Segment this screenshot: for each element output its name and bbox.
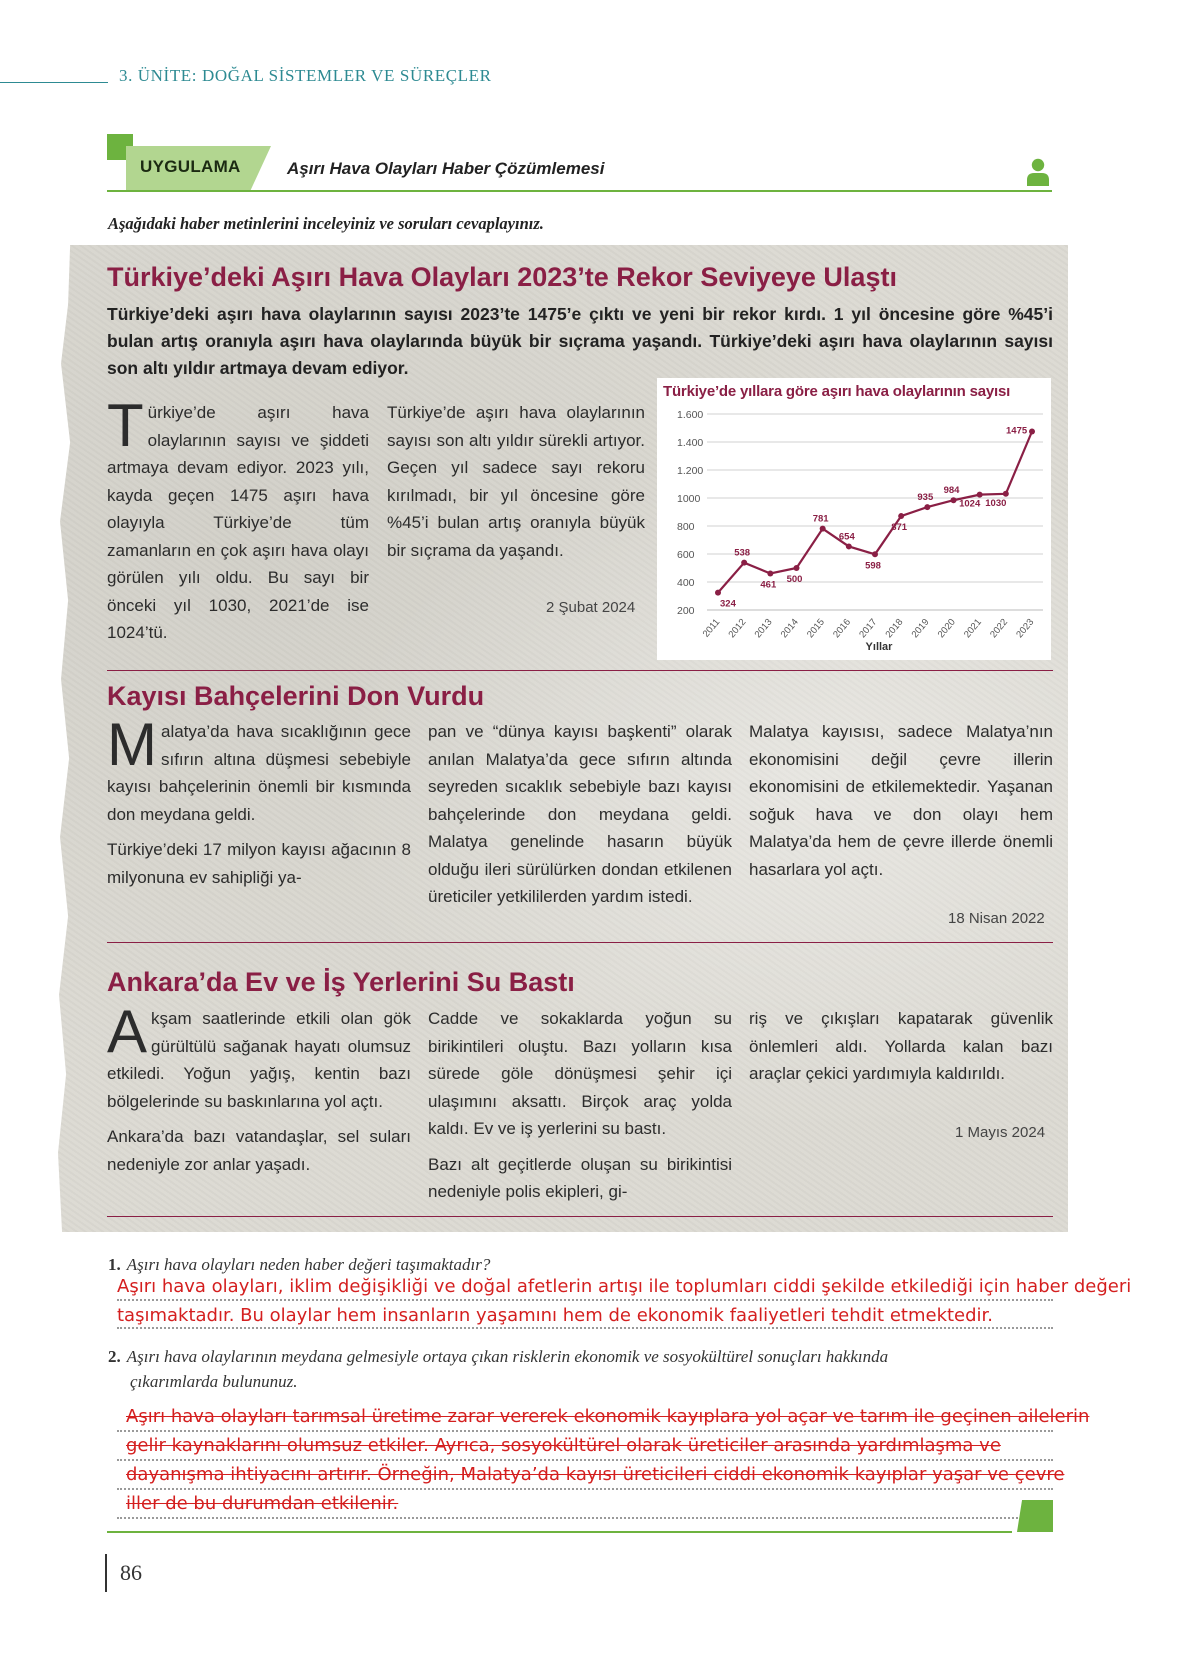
x-tick-label: 2020 [935,616,958,641]
article1-lead: Türkiye’deki aşırı hava olaylarının sayısı 2023’te 1475’e çıktı ve yeni bir rekor kırdı. 1 yıl öncesine göre %45’i bulan artış oranıyla aşırı hava olaylarında büyük bir sıçrama yaşandı. Türkiye’deki aşırı hava olaylarının sayısı son altı yıldır artmaya devam ediyor. [107,304,1053,378]
header-rule [0,82,108,83]
article2-col1 [107,711,411,899]
task-rule [107,190,1052,192]
data-label: 1024 [959,498,981,510]
article3-col2 [428,1005,732,1214]
data-label: 1475 [1006,425,1028,437]
footer-rule [107,1531,1012,1533]
y-tick-label: 200 [677,605,695,617]
x-tick-label: 2015 [804,616,827,641]
answer-dotted-line [117,1327,1053,1329]
article1-col2: Türkiye’de aşırı hava olaylarının sayısı son altı yıldır sürekli artıyor. Geçen yıl sadece sayı rekoru kırılmadı, bir yıl öncesine göre %45’i bulan artış oranıyla büyük bir sıçrama da yaşandı. [387,403,645,560]
article3-col2-p1: Cadde ve sokaklarda yoğun su birikintileri oluştu. Bazı yolların kısa sürede göle dönüşmesi şehir içi ulaşımını aksattı. Birçok araç yolda kaldı. Ev ve iş yerlerini su bastı. [428,1009,732,1138]
data-point [924,504,930,510]
answer-2-line-3: dayanışma ihtiyacını artırır. Örneğin, Malatya’da kayısı üreticileri ciddi ekonomik kayıplar yaşar ve çevre [126,1464,1065,1485]
answer-1-line-2: taşımaktadır. Bu olaylar hem insanların yaşamını hem de ekonomik faaliyetleri tehdit etmektedir. [117,1305,994,1326]
article3-title: Ankara’da Ev ve İş Yerlerini Su Bastı [107,967,575,997]
article-divider [107,942,1053,943]
unit-title: 3. ÜNİTE: DOĞAL SİSTEMLER VE SÜREÇLER [119,66,492,85]
answer-2-line-4: iller de bu durumdan etkilenir. [126,1493,399,1514]
data-point [846,543,852,549]
data-label: 654 [838,531,855,543]
x-tick-label: 2018 [883,616,906,641]
chart-title: Türkiye’de yıllara göre aşırı hava olaylarının sayısı [663,383,1011,400]
x-tick-label: 2016 [831,616,854,641]
data-label: 461 [760,579,777,591]
data-label: 598 [865,560,881,572]
data-label: 781 [812,513,829,525]
y-tick-label: 1.200 [677,465,704,477]
task-title: Aşırı Hava Olayları Haber Çözümlemesi [287,159,605,178]
data-point [741,560,747,566]
data-label: 324 [720,598,736,610]
data-point [767,570,773,576]
article1-col1-text: ürkiye’de aşırı hava olaylarının sayısı ve şiddeti artmaya devam ediyor. 2023 yılı, kayda geçen 1475 aşırı hava olayıyla Türkiye’de tüm zamanların en çok aşırı hava olayı görülen yılı oldu. Bu sayı bir önceki yıl 1030, 2021’de ise 1024’tü. [107,403,369,642]
article3-date: 1 Mayıs 2024 [955,1124,1046,1141]
x-tick-label: 2011 [700,616,723,640]
data-label: 935 [917,492,934,504]
question-number: 2. [108,1347,121,1366]
y-tick-label: 1.400 [677,437,704,449]
article3-col2-p2: Bazı alt geçitlerde oluşan su birikintisi nedeniyle polis ekipleri, gi- [428,1154,732,1201]
article1-date: 2 Şubat 2024 [546,599,636,616]
article2-col2: pan ve “dünya kayısı başkenti” olarak anılan Malatya’da gece sıfırın altında seyreden sıcaklık sebebiyle bazı kayısı bahçelerinde don meydana geldi. Malatya genelinde hasarın büyük olduğu ileri sürülürken dondan etkilenen üreticiler yetkililerden yardım istedi. [428,722,732,906]
article3-col1-p1: kşam saatlerinde etkili olan gök gürültülü sağanak hayatı olumsuz etkiledi. Yoğun yağış, kentin bazı bölgelerinde su baskınlarına yol açtı. [107,1009,411,1111]
x-tick-label: 2021 [961,616,984,641]
y-tick-label: 1000 [677,493,701,505]
x-tick-label: 2022 [988,616,1011,641]
x-tick-label: 2014 [778,616,801,641]
data-label: 871 [891,522,908,534]
question-2 [108,1344,1068,1394]
data-point [715,590,721,596]
data-label: 500 [786,574,803,585]
data-point [1003,491,1009,497]
page-number: 86 [120,1560,142,1585]
y-tick-label: 1.600 [677,409,704,421]
data-label: 984 [943,485,960,497]
article2-date: 18 Nisan 2022 [948,910,1045,927]
answer-dotted-line [117,1459,1053,1461]
x-tick-label: 2023 [1014,616,1037,641]
question-text: Aşırı hava olayları neden haber değeri taşımaktadır? [126,1255,491,1274]
y-tick-label: 600 [677,549,695,561]
page-number-bar [105,1554,107,1592]
question-number: 1. [108,1255,121,1274]
footer-accent [1017,1500,1053,1532]
x-tick-label: 2013 [752,616,775,641]
y-tick-label: 800 [677,521,695,533]
data-point [794,565,800,571]
x-tick-label: 2012 [726,616,749,641]
instruction-text: Aşağıdaki haber metinlerini inceleyiniz ve soruları cevaplayınız. [108,214,544,233]
article1-col1 [107,392,369,647]
line-chart [657,378,1051,660]
task-tab-label: UYGULAMA [140,157,241,176]
x-tick-label: 2017 [857,616,880,641]
dropcap: M [107,711,157,778]
dropcap: A [107,998,148,1065]
article2-col1-p1: alatya’da hava sıcaklığının gece sıfırın altına düşmesi sebebiyle kayısı bahçelerinin önemli bir kısmında don meydana geldi. [107,722,411,824]
article1-title: Türkiye’deki Aşırı Hava Olayları 2023’te Rekor Seviyeye Ulaştı [107,262,897,292]
data-point [898,513,904,519]
answer-dotted-line [117,1430,1053,1432]
data-point [977,492,983,498]
person-icon [1026,158,1050,186]
x-tick-label: 2019 [909,616,932,641]
dropcap: T [107,392,144,459]
answer-2-line-1: Aşırı hava olayları tarımsal üretime zarar vererek ekonomik kayıplara yol açar ve tarım ile geçinen ailelerin [126,1406,1090,1427]
article3-col1 [107,998,411,1186]
question-text-line-2: çıkarımlarda bulununuz. [130,1372,298,1391]
data-point [820,526,826,532]
article2-col3: Malatya kayısısı, sadece Malatya’nın ekonomisini değil çevre illerin ekonomisini de etkilemektedir. Yaşanan soğuk hava ve don olayı hem Malatya’da hem de çevre illerde önemli hasarlara yol açtı. [749,722,1053,879]
data-label: 538 [734,547,751,559]
article2-col1-p2: Türkiye’deki 17 milyon kayısı ağacının 8 milyonuna ev sahipliği ya- [107,840,411,887]
article-divider [107,670,1053,671]
answer-1-line-1: Aşırı hava olayları, iklim değişikliği ve doğal afetlerin artışı ile toplumları ciddi şekilde etkilediği için haber değeri [117,1276,1132,1297]
y-tick-label: 400 [677,577,695,589]
answer-dotted-line [117,1517,1053,1519]
answer-2-line-2: gelir kaynaklarını olumsuz etkiler. Ayrıca, sosyokültürel olarak üreticiler arasında yardımlaşma ve [126,1435,1001,1456]
answer-dotted-line [117,1488,1053,1490]
answer-dotted-line [117,1299,1053,1301]
article3-col1-p2: Ankara’da bazı vatandaşlar, sel suları nedeniyle zor anlar yaşadı. [107,1127,411,1174]
data-point [951,497,957,503]
question-text-line-1: Aşırı hava olaylarının meydana gelmesiyle ortaya çıkan risklerin ekonomik ve sosyokültürel sonuçları hakkında [126,1347,889,1366]
chart [657,378,1051,660]
data-label: 1030 [985,497,1007,509]
article2-title: Kayısı Bahçelerini Don Vurdu [107,681,485,711]
article3-col3: riş ve çıkışları kapatarak güvenlik önlemleri aldı. Yollarda kalan bazı araçlar çekici yardımıyla kaldırıldı. [749,1009,1053,1083]
data-point [1029,429,1035,435]
x-axis-label: Yıllar [865,641,893,653]
article-divider [107,1216,1053,1217]
data-point [872,551,878,557]
